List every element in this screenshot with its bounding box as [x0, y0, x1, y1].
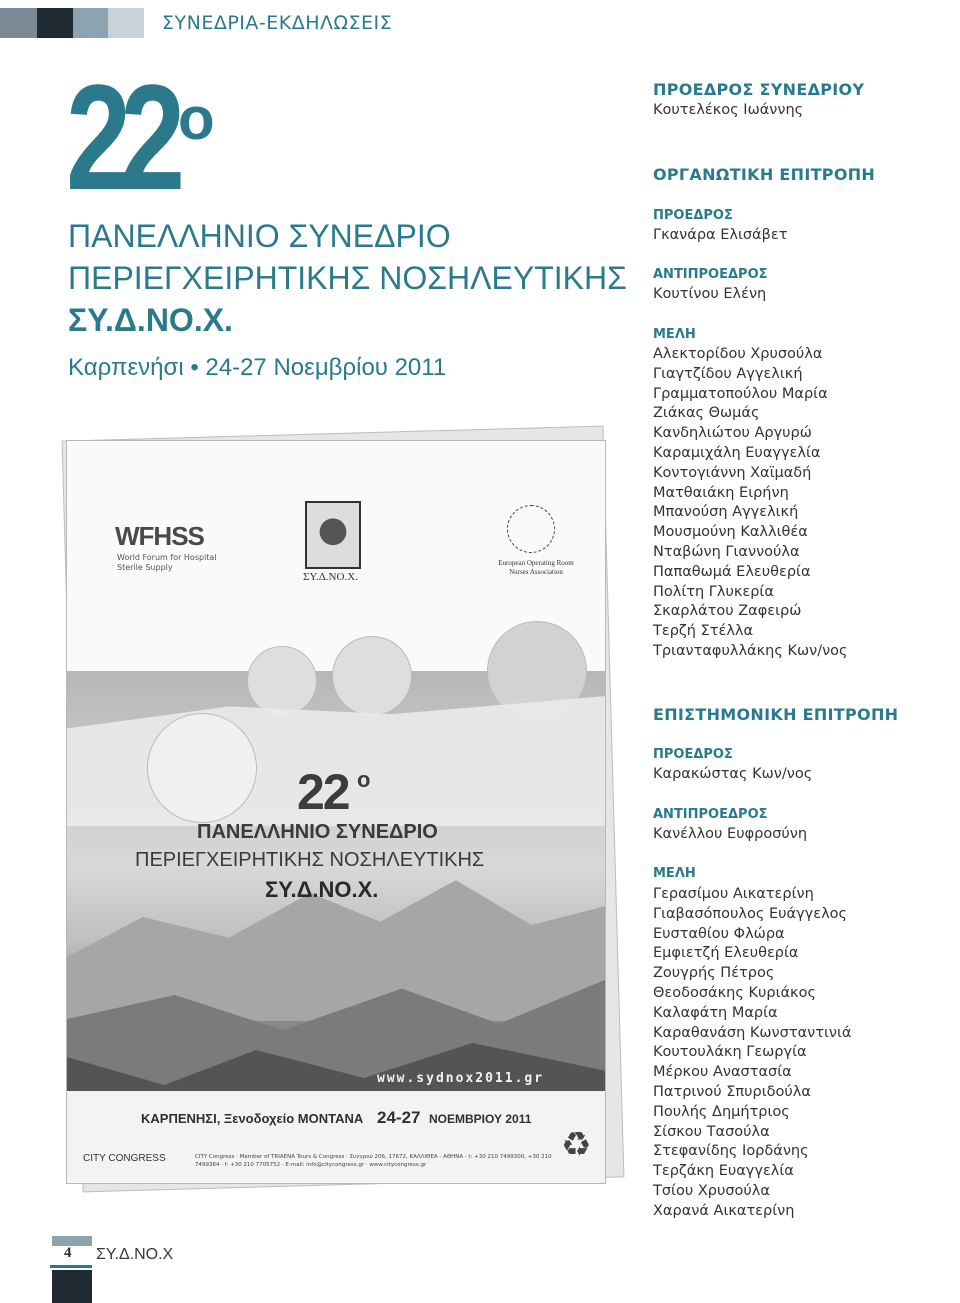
header-block — [37, 8, 73, 38]
sydnox-logo-caption: ΣΥ.Δ.ΝΟ.Χ. — [303, 571, 358, 583]
list-item: Ματθαιάκη Ειρήνη — [653, 484, 789, 501]
list-item: Τερζή Στέλλα — [653, 623, 754, 640]
list-item: Ζουγρής Πέτρος — [653, 965, 775, 982]
header-block — [73, 8, 108, 38]
list-item: Ζιάκας Θωμάς — [653, 405, 760, 422]
list-item: Κουτουλάκη Γεωργία — [653, 1044, 807, 1061]
eorna-logo-icon — [507, 505, 555, 553]
surgeon-figure — [332, 636, 412, 716]
conference-number-superscript: ο — [178, 85, 215, 152]
organizer-contact: CITY Congress · Member of TRIAENA Tours & Congress · Συγγρού 206, 17672, ΚΑΛΛΙΘΕΑ - ΑΘΗΝΑ · t: +30 210 7499300, +30 210 7499364 · f: +30 210 7705752 · E-mail: info@citycongress.gr · www.citycongress.gr — [195, 1154, 552, 1168]
list-item: Καραμιχάλη Ευαγγελία — [653, 444, 821, 461]
sci-president-label: ΠΡΟΕΔΡΟΣ — [653, 747, 733, 762]
president-heading: ΠΡΟΕΔΡΟΣ ΣΥΝΕΔΡΙΟΥ — [653, 80, 865, 99]
wfhss-logo: WFHSS — [115, 521, 204, 551]
sci-president-name: Καρακώστας Κων/νος — [653, 766, 813, 782]
conference-subtitle: Καρπενήσι • 24-27 Νοεμβρίου 2011 — [68, 354, 447, 381]
header-block — [0, 8, 37, 38]
org-president-label: ΠΡΟΕΔΡΟΣ — [653, 208, 733, 223]
list-item: Μουσμούνη Καλλιθέα — [653, 524, 808, 541]
list-item: Εμφιετζή Ελευθερία — [653, 945, 799, 962]
list-item: Γιαγτζίδου Αγγελική — [653, 365, 803, 382]
list-item: Χαρανά Αικατερίνη — [653, 1202, 795, 1219]
poster-number: 22 — [297, 764, 349, 820]
footer-block — [52, 1270, 92, 1303]
poster-title-line2: ΠΕΡΙΕΓΧΕΙΡΗΤΙΚΗΣ ΝΟΣΗΛΕΥΤΙΚΗΣ — [135, 849, 485, 871]
list-item: Τσίου Χρυσούλα — [653, 1182, 770, 1199]
list-item: Πολίτη Γλυκερία — [653, 583, 774, 600]
sci-members-label: ΜΕΛΗ — [653, 866, 696, 881]
list-item: Σίσκου Τασούλα — [653, 1123, 770, 1140]
list-item: Πουλής Δημήτριος — [653, 1103, 790, 1120]
conference-poster — [66, 440, 606, 1184]
sci-vice-name: Κανέλλου Ευφροσύνη — [653, 826, 808, 842]
poster-number-superscript: ο — [357, 767, 371, 792]
list-item: Αλεκτορίδου Χρυσούλα — [653, 346, 823, 362]
list-item: Μπανούση Αγγελική — [653, 504, 799, 521]
footer-accent-bar — [52, 1236, 92, 1246]
list-item: Μέρκου Αναστασία — [653, 1064, 792, 1081]
footer-journal-name: ΣΥ.Δ.ΝΟ.Χ — [96, 1246, 174, 1263]
list-item: Σκαρλάτου Ζαφειρώ — [653, 603, 802, 620]
wfhss-logo-caption: World Forum for Hospital Sterile Supply — [117, 553, 217, 572]
list-item: Κανδηλιώτου Αργυρώ — [653, 425, 812, 442]
recycle-icon: ♻ — [561, 1125, 592, 1165]
list-item: Στεφανίδης Ιορδάνης — [653, 1143, 809, 1160]
conference-title-line2: ΠΕΡΙΕΓΧΕΙΡΗΤΙΚΗΣ ΝΟΣΗΛΕΥΤΙΚΗΣ — [68, 260, 627, 296]
eorna-logo-caption: European Operating Room Nurses Association — [498, 559, 574, 576]
org-president-name: Γκανάρα Ελισάβετ — [653, 227, 788, 243]
list-item: Τριανταφυλλάκης Κων/νος — [653, 642, 848, 659]
organizer-logo: CITY CONGRESS — [83, 1153, 166, 1164]
conference-number: 22 — [66, 53, 175, 221]
org-members-label: ΜΕΛΗ — [653, 327, 696, 342]
org-members-list — [653, 345, 848, 662]
list-item: Παπαθωμά Ελευθερία — [653, 563, 811, 580]
list-item: Τερζάκη Ευαγγελία — [653, 1163, 794, 1180]
poster-title-line1: ΠΑΝΕΛΛΗΝΙΟ ΣΥΝΕΔΡΙΟ — [197, 821, 438, 843]
poster-venue: ΚΑΡΠΕΝΗΣΙ, Ξενοδοχείο ΜΟΝΤΑΝΑ — [141, 1111, 364, 1126]
page-number: 4 — [64, 1245, 72, 1261]
header-block — [108, 8, 144, 38]
conference-title-line1: ΠΑΝΕΛΛΗΝΙΟ ΣΥΝΕΔΡΙΟ — [68, 218, 451, 254]
list-item: Θεοδοσάκης Κυριάκος — [653, 984, 816, 1001]
surgeon-figure — [147, 713, 257, 823]
section-label: ΣΥΝΕΔΡΙΑ-ΕΚΔΗΛΩΣΕΙΣ — [162, 12, 393, 34]
list-item: Γιαβασόπουλος Ευάγγελος — [653, 905, 848, 922]
poster-info-band — [67, 1091, 606, 1184]
list-item: Πατρινού Σπυριδούλα — [653, 1083, 811, 1100]
sci-members-list — [653, 885, 851, 1222]
president-name: Κουτελέκος Ιωάννης — [653, 102, 804, 118]
surgeon-figure — [247, 646, 317, 716]
sydnox-emblem-icon — [305, 501, 361, 569]
list-item: Καραθανάση Κωνσταντινιά — [653, 1024, 852, 1041]
footer-divider — [50, 1265, 92, 1268]
list-item: Νταβώνη Γιαννούλα — [653, 543, 800, 560]
list-item: Γραμματοπούλου Μαρία — [653, 385, 828, 402]
list-item: Καλαφάτη Μαρία — [653, 1004, 778, 1021]
list-item: Γερασίμου Αικατερίνη — [653, 886, 814, 902]
sci-vice-label: ΑΝΤΙΠΡΟΕΔΡΟΣ — [653, 807, 768, 822]
poster-month: ΝΟΕΜΒΡΙΟΥ 2011 — [429, 1112, 532, 1126]
scientific-committee-heading: ΕΠΙΣΤΗΜΟΝΙΚΗ ΕΠΙΤΡΟΠΗ — [653, 705, 899, 724]
poster-title-line3: ΣΥ.Δ.ΝΟ.Χ. — [265, 877, 379, 902]
org-vice-name: Κουτίνου Ελένη — [653, 286, 767, 302]
organizing-committee-heading: ΟΡΓΑΝΩΤΙΚΗ ΕΠΙΤΡΟΠΗ — [653, 165, 876, 184]
org-vice-label: ΑΝΤΙΠΡΟΕΔΡΟΣ — [653, 267, 768, 282]
poster-dates: 24-27 — [377, 1108, 421, 1127]
list-item: Ευσταθίου Φλώρα — [653, 925, 785, 942]
list-item: Κοντογιάννη Χαϊμαδή — [653, 464, 812, 481]
poster-website: www.sydnox2011.gr — [377, 1071, 545, 1086]
conference-title-line3: ΣΥ.Δ.ΝΟ.Χ. — [68, 302, 233, 338]
